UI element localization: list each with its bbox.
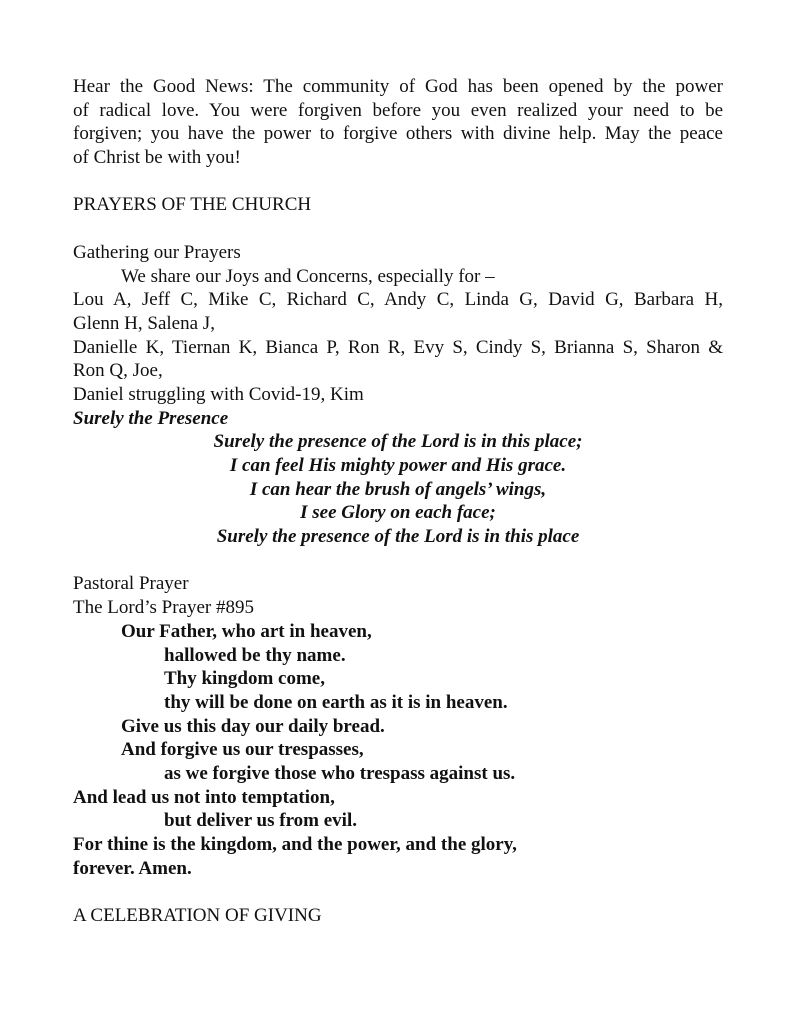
prayer-line: thy will be done on earth as it is in heaven.: [164, 691, 508, 713]
lords-prayer-title: The Lord’s Prayer #895: [73, 597, 254, 619]
prayer-line: For thine is the kingdom, and the power, and the glory,: [73, 834, 517, 855]
good-news-line: of Christ be with you!: [73, 147, 241, 169]
names-line: Daniel struggling with Covid-19, Kim: [73, 383, 364, 405]
prayer-line: but deliver us from evil.: [164, 810, 357, 832]
prayer-line: Give us this day our daily bread.: [121, 715, 385, 737]
names-line: Glenn H, Salena J,: [73, 312, 215, 334]
hymn-line: Surely the presence of the Lord is in this place: [216, 526, 580, 548]
prayer-line: hallowed be thy name.: [164, 644, 346, 666]
hymn-line: I see Glory on each face;: [300, 502, 496, 524]
hymn-line: I can hear the brush of angels’ wings,: [249, 478, 547, 500]
hymn-line: Surely the presence of the Lord is in this place;: [213, 431, 583, 453]
prayer-line: forever. Amen.: [73, 857, 192, 879]
hymn-line: I can feel His mighty power and His grace.: [229, 455, 567, 476]
prayer-line: Our Father, who art in heaven,: [121, 620, 372, 642]
pastoral-prayer-label: Pastoral Prayer: [73, 573, 189, 595]
gathering-section: [73, 241, 723, 407]
prayer-line: And lead us not into temptation,: [73, 786, 335, 808]
prayers-heading: PRAYERS OF THE CHURCH: [73, 194, 312, 216]
gathering-title: Gathering our Prayers: [73, 241, 241, 263]
prayer-line: as we forgive those who trespass against us.: [164, 762, 516, 784]
names-line: Danielle K, Tiernan K, Bianca P, Ron R, Evy S, Cindy S, Brianna S, Sharon &: [73, 336, 723, 358]
good-news-line: Hear the Good News: The community of God has been opened by the power: [73, 76, 723, 97]
hymn-section: [73, 407, 723, 549]
hymn-title: Surely the Presence: [73, 407, 229, 429]
names-line: Ron Q, Joe,: [73, 360, 163, 382]
prayer-line: Thy kingdom come,: [164, 668, 325, 690]
gathering-intro: We share our Joys and Concerns, especially for –: [121, 265, 495, 287]
good-news-line: of radical love. You were forgiven before you even realized your need to be: [73, 99, 723, 121]
bulletin-page: [73, 75, 723, 928]
giving-heading: A CELEBRATION OF GIVING: [73, 905, 322, 927]
good-news-line: forgiven; you have the power to forgive others with divine help. May the peace: [73, 123, 723, 145]
names-line: Lou A, Jeff C, Mike C, Richard C, Andy C, Linda G, David G, Barbara H,: [73, 289, 723, 311]
good-news-paragraph: [73, 75, 723, 170]
lords-prayer-section: [73, 596, 723, 880]
prayer-line: And forgive us our trespasses,: [121, 739, 364, 761]
